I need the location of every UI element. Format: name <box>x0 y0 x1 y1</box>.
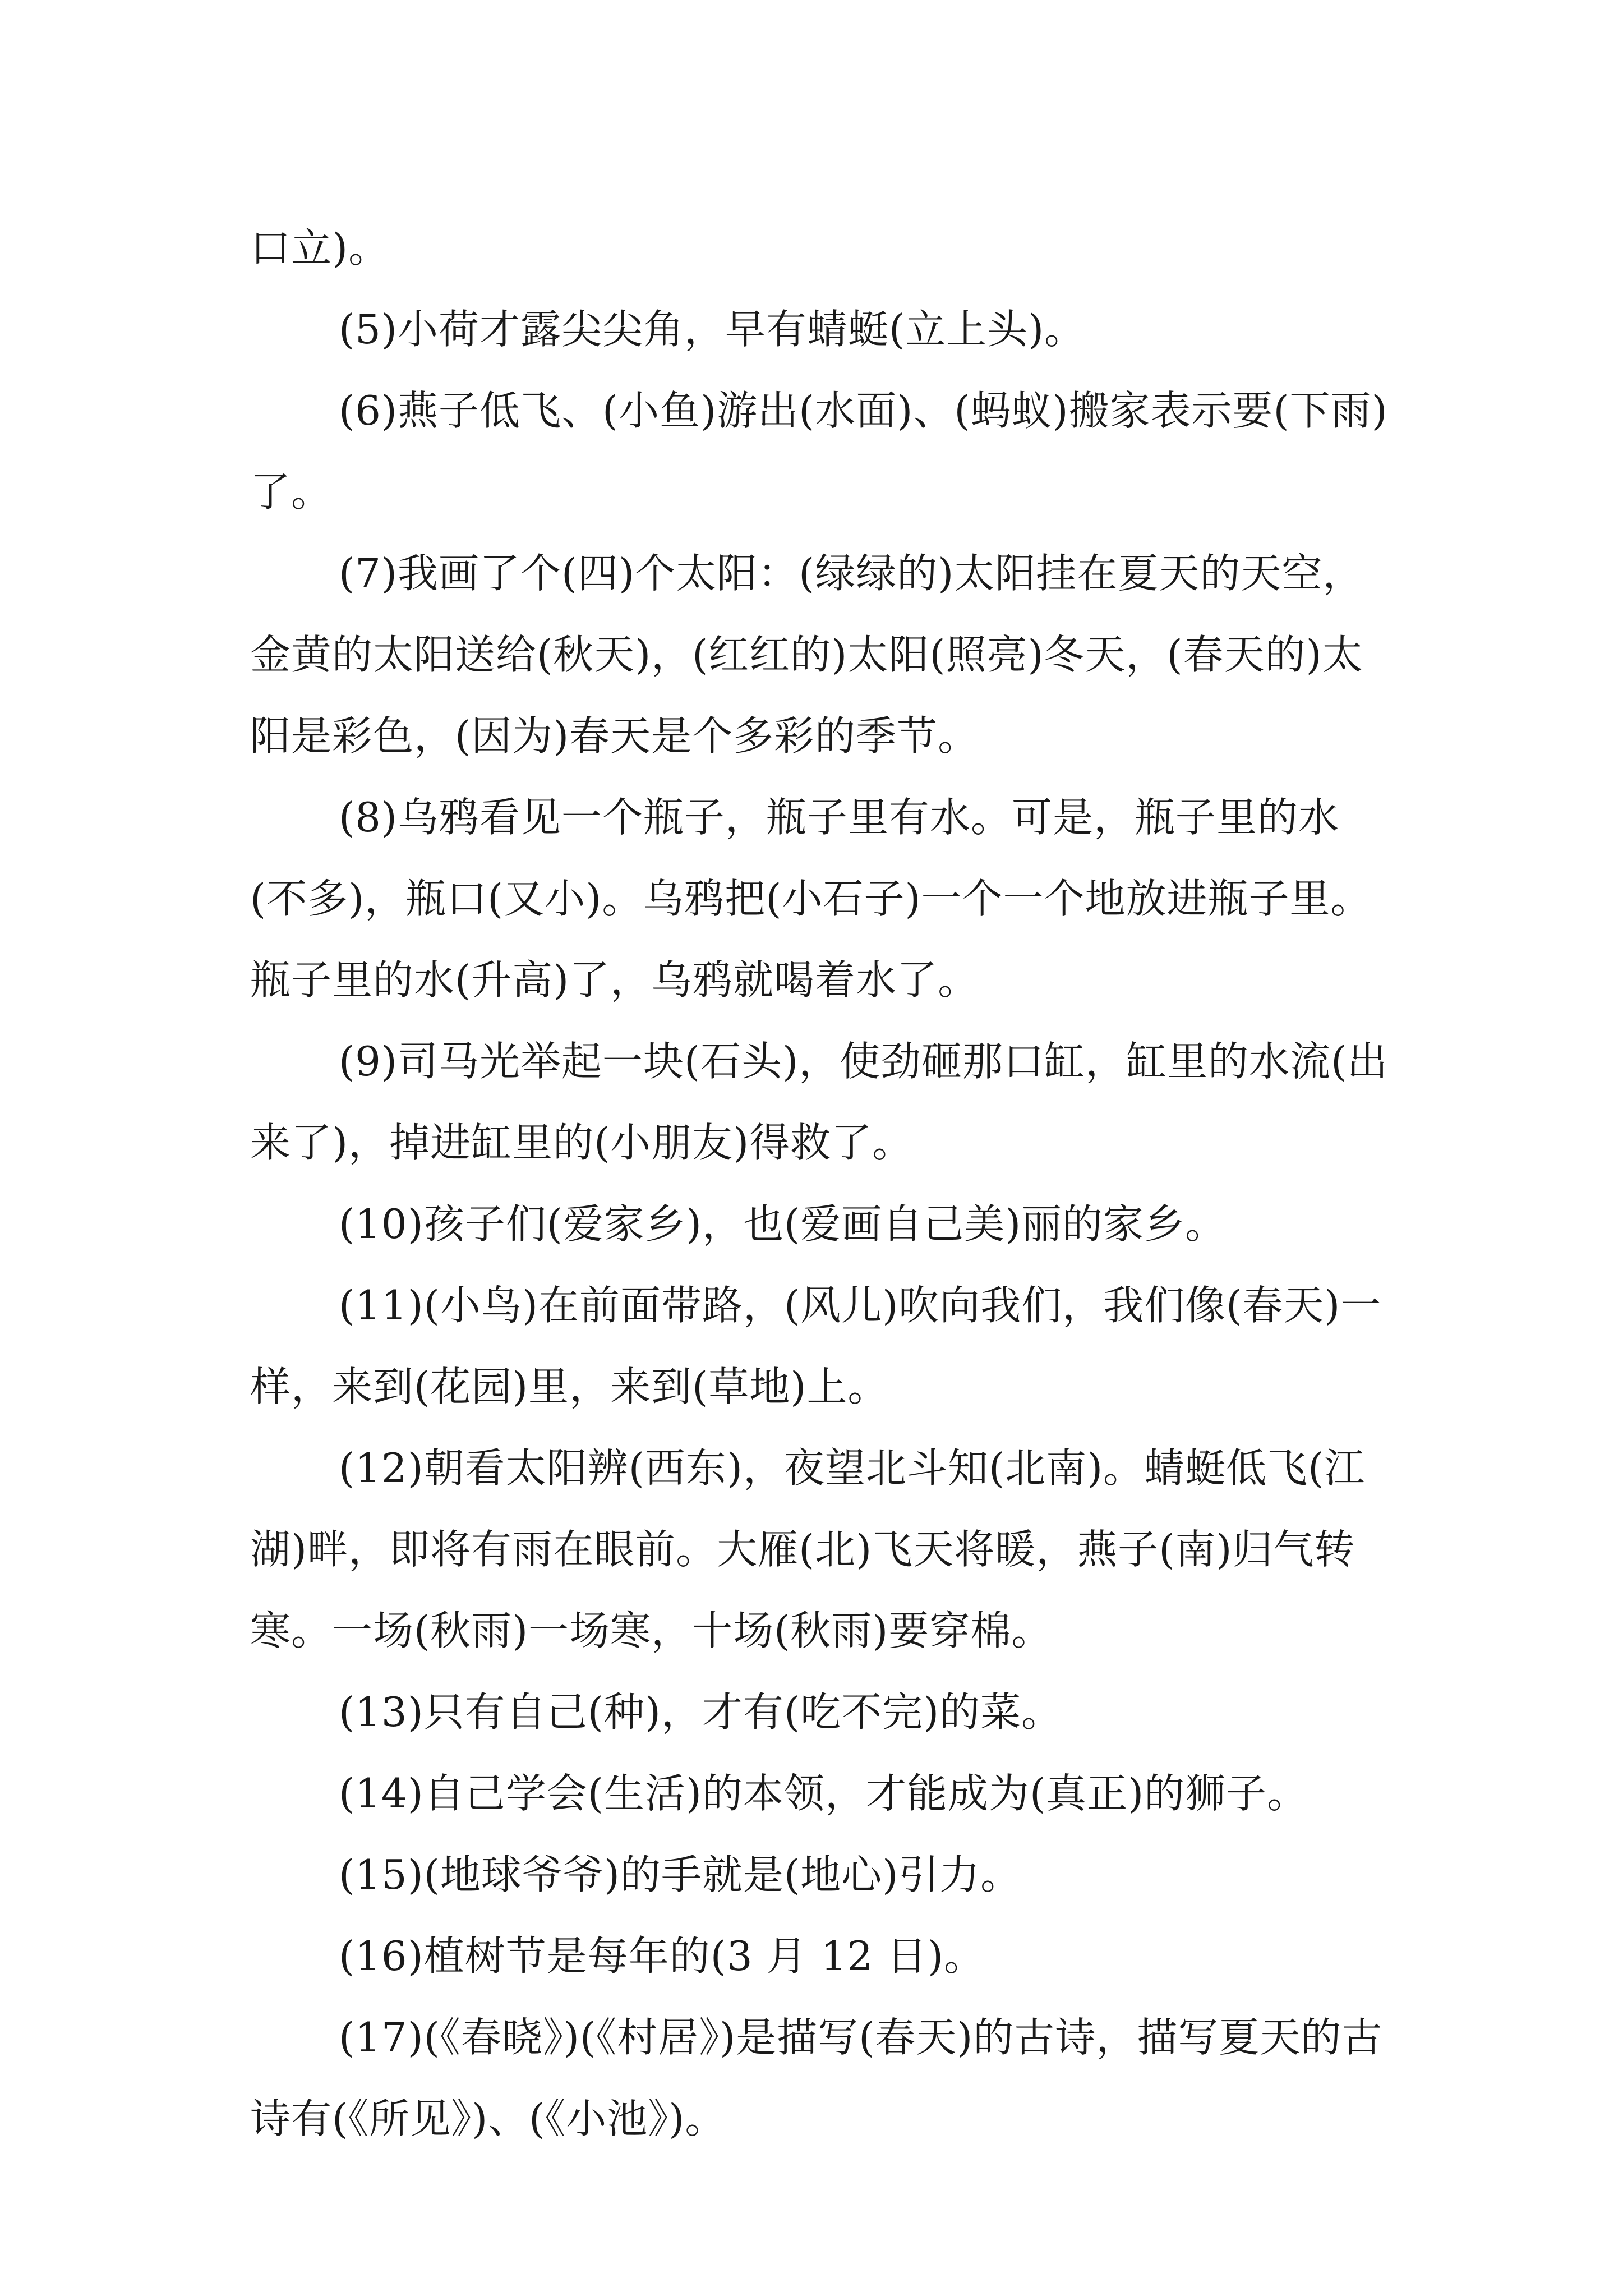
paragraph-item-10: (10)孩子们(爱家乡)，也(爱画自己美)丽的家乡。 <box>339 1200 1227 1248</box>
paragraph-item-13: (13)只有自己(种)，才有(吃不完)的菜。 <box>339 1688 1063 1736</box>
paragraph-item-11: (11)(小鸟)在前面带路，(风儿)吹向我们，我们像(春天)一样，来到(花园)里，来到(草地)上。 <box>250 1282 1382 1410</box>
paragraph-item-5: (5)小荷才露尖尖角，早有蜻蜓(立上头)。 <box>339 306 1086 353</box>
paragraph-item-16: (16)植树节是每年的(3 月 12 日)。 <box>339 1932 985 1980</box>
document-body <box>250 208 1394 2160</box>
paragraph-item-17: (17)(《春晓》)(《村居》)是描写(春天)的古诗，描写夏天的古诗有(《所见》)、(《小池》)。 <box>250 2014 1383 2142</box>
paragraph-continuation: 口立)。 <box>250 224 390 272</box>
paragraph-item-9: (9)司马光举起一块(石头)，使劲砸那口缸，缸里的水流(出来了)，掉进缸里的(小朋友)得救了。 <box>250 1038 1389 1166</box>
paragraph-item-14: (14)自己学会(生活)的本领，才能成为(真正)的狮子。 <box>339 1770 1308 1817</box>
paragraph-item-7: (7)我画了个(四)个太阳：(绿绿的)太阳挂在夏天的天空，金黄的太阳送给(秋天)，(红红的)太阳(照亮)冬天，(春天的)太阳是彩色，(因为)春天是个多彩的季节。 <box>250 550 1364 760</box>
paragraph-item-15: (15)(地球爷爷)的手就是(地心)引力。 <box>339 1851 1022 1898</box>
paragraph-item-6: (6)燕子低飞、(小鱼)游出(水面)、(蚂蚁)搬家表示要(下雨)了。 <box>250 387 1388 516</box>
paragraph-item-12: (12)朝看太阳辨(西东)，夜望北斗知(北南)。蜻蜓低飞(江湖)畔，即将有雨在眼前。大雁(北)飞天将暖，燕子(南)归气转寒。一场(秋雨)一场寒，十场(秋雨)要穿棉。 <box>250 1444 1366 1654</box>
paragraph-item-8: (8)乌鸦看见一个瓶子，瓶子里有水。可是，瓶子里的水(不多)，瓶口(又小)。乌鸦把(小石子)一个一个地放进瓶子里。瓶子里的水(升高)了，乌鸦就喝着水了。 <box>250 794 1372 1004</box>
